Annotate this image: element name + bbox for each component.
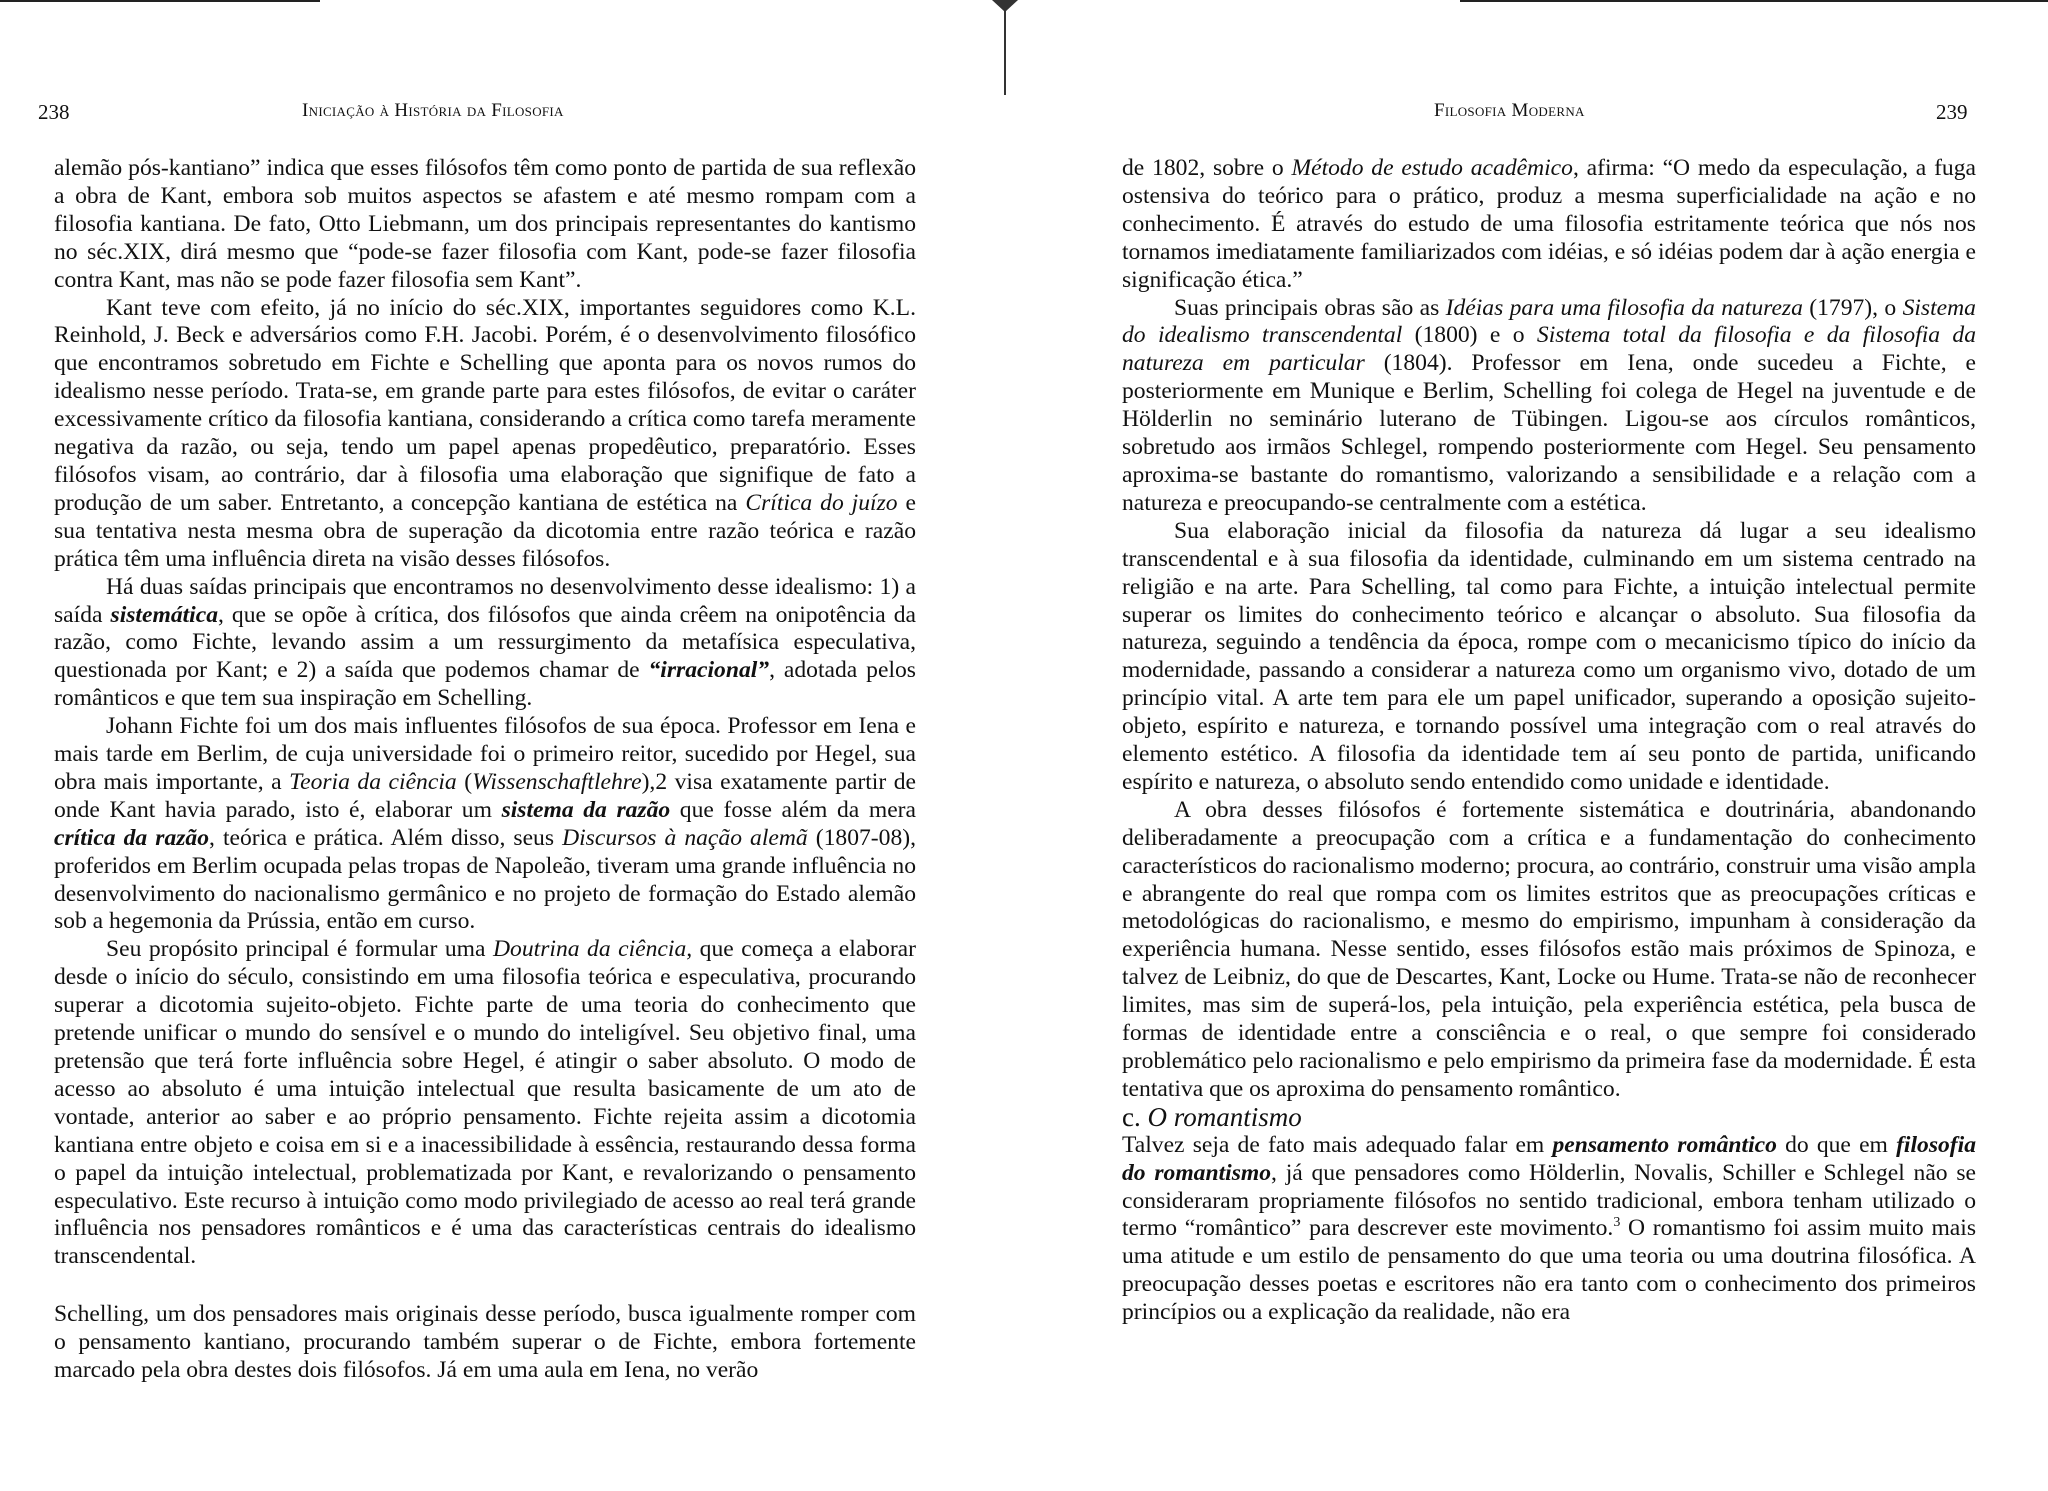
paragraph: Suas principais obras são as Idéias para uma filosofia da natureza (1797), o Sistema do idealismo transcendental (1800) e o Sistema total da filosofia e da filosofia da natureza em particular (1804). Professor em Iena, onde sucedeu a Fichte, e posteriormente em Munique e Berlim, Schelling foi colega de Hegel na juventude e de Hölderlin no seminário luterano de Tübingen. Ligou-se aos círculos românticos, sobretudo aos irmãos Schlegel, rompendo posteriormente com Hegel. Seu pensamento aproxima-se bastante do romantismo, valorizando a sensibilidade e a relação com a natureza e preocupando-se centralmente com a estética. — [1122, 294, 1977, 516]
paragraph: alemão pós-kantiano” indica que esses filósofos têm como ponto de partida de sua reflexão a obra de Kant, embora sob muitos aspectos se afastem e até mesmo rompam com a filosofia kantiana. De fato, Otto Liebmann, um dos principais representantes do kantismo no séc.XIX, dirá mesmo que “pode-se fazer filosofia com Kant, pode-se fazer filosofia contra Kant, mas não se pode fazer filosofia sem Kant”. — [54, 155, 916, 293]
body-text — [1122, 155, 1976, 1327]
body-text — [54, 155, 916, 1385]
paragraph: Talvez seja de fato mais adequado falar em pensamento romântico do que em filosofia do romantismo, já que pensadores como Hölderlin, Novalis, Schiller e Schlegel não se consideraram propriamente filósofos no sentido tradicional, embora tenham utilizado o termo “romântico” para descrever este movimento.$^3$ O romantismo foi assim muito mais uma atitude e um estilo de pensamento do que uma teoria ou uma doutrina filosófica. A preocupação desses poetas e escritores não era tanto com o conhecimento dos primeiros princípios ou a explicação da realidade, não era — [1122, 1131, 1977, 1326]
page-gutter — [1004, 0, 1006, 95]
paragraph: Seu propósito principal é formular uma Doutrina da ciência, que começa a elaborar desde o início do século, consistindo em uma filosofia teórica e especulativa, procurando superar a dicotomia sujeito-objeto. Fichte parte de uma teoria do conhecimento que pretende unificar o mundo do sensível e o mundo do inteligível. Seu objetivo final, uma pretensão que terá forte influência sobre Hegel, é atingir o saber absoluto. O modo de acesso ao absoluto é uma intuição intelectual que resulta basicamente de um ato de vontade, anterior ao saber e ao próprio pensamento. Fichte rejeita assim a dicotomia kantiana entre objeto e coisa em si e a inacessibilidade à essência, restaurando dessa forma o papel da intuição intelectual, problematizada por Kant, e revalorizando o pensamento especulativo. Este recurso à intuição como modo privilegiado de acesso ao real terá grande influência nos pensadores românticos e é uma das características centrais do idealismo transcendental. — [54, 936, 916, 1270]
paragraph: Johann Fichte foi um dos mais influentes filósofos de sua época. Professor em Iena e mais tarde em Berlim, de cuja universidade foi o primeiro reitor, sucedido por Hegel, sua obra mais importante, a Teoria da ciência (Wissenschaftlehre),2 visa exatamente partir de onde Kant havia parado, isto é, elaborar um sistema da razão que fosse além da mera crítica da razão, teórica e prática. Além disso, seus Discursos à nação alemã (1807-08), proferidos em Berlim ocupada pelas tropas de Napoleão, tiveram uma grande influência no desenvolvimento do nacionalismo germânico e no projeto de formação do Estado alemão sob a hegemonia da Prússia, então em curso. — [54, 713, 917, 935]
paragraph: Kant teve com efeito, já no início do séc.XIX, importantes seguidores como K.L. Reinhold, J. Beck e adversários como F.H. Jacobi. Porém, é o desenvolvimento filosófico que encontramos sobretudo em Fichte e Schelling que aponta para os novos rumos do idealismo nesse período. Trata-se, em grande parte para estes filósofos, de evitar o caráter excessivamente crítico da filosofia kantiana, considerando a crítica como tarefa meramente negativa da razão, ou seja, tendo um papel apenas propedêutico, preparatório. Esses filósofos visam, ao contrário, dar à filosofia uma elaboração que signifique de fato a produção de um saber. Entretanto, a concepção kantiana de estética na Crítica do juízo e sua tentativa nesta mesma obra de superação da dicotomia entre razão teórica e razão prática têm uma influência direta na visão desses filósofos. — [54, 294, 916, 572]
section-title: O romantismo — [1147, 1101, 1302, 1132]
running-head: Iniciação à História da Filosofia — [302, 100, 564, 121]
paragraph: Há duas saídas principais que encontramos no desenvolvimento desse idealismo: 1) a saída sistemática, que se opõe à crítica, dos filósofos que ainda crêem na onipotência da razão, como Fichte, levando assim a um ressurgimento da metafísica especulativa, questionada por Kant; e 2) a saída que podemos chamar de “irracional”, adotada pelos românticos e que tem sua inspiração em Schelling. — [54, 573, 916, 712]
page-number: 239 — [1936, 100, 1968, 124]
paragraph: de 1802, sobre o Método de estudo acadêmico, afirma: “O medo da especulação, a fuga ostensiva do teórico para o prático, produz a mesma superficialidade na ação e no conhecimento. É através do estudo de uma filosofia estritamente teórica que nós nos tornamos imediatamente familiarizados com idéias, e só idéias podem dar à ação energia e significação ética.” — [1122, 155, 1976, 293]
section-letter: c. — [1122, 1101, 1141, 1132]
section-heading — [1122, 1101, 1976, 1132]
paragraph: Sua elaboração inicial da filosofia da natureza dá lugar a seu idealismo transcendental e à sua filosofia da identidade, culminando em um sistema centrado na religião e na arte. Para Schelling, tal como para Fichte, a intuição intelectual permite superar os limites do conhecimento teórico e alcançar o absoluto. Sua filosofia da natureza, seguindo a tendência da época, rompe com o mecanicismo típico do início da modernidade, passando a considerar a natureza como um organismo vivo, dotado de um princípio vital. A arte tem para ele um papel unificador, superando a oposição sujeito-objeto, espírito e natureza, e tornando possível uma integração com o real através do elemento estético. A filosofia da identidade tem aí seu ponto de partida, unificando espírito e natureza, o absoluto sendo entendido como unidade e identidade. — [1122, 517, 1976, 795]
page-238 — [0, 0, 1000, 1491]
running-head: Filosofia Moderna — [1434, 100, 1585, 121]
paragraph: Schelling, um dos pensadores mais originais desse período, busca igualmente romper com o pensamento kantiano, procurando também superar o de Fichte, embora fortemente marcado pela obra destes dois filósofos. Já em uma aula em Iena, no verão — [54, 1301, 916, 1384]
paragraph: A obra desses filósofos é fortemente sistemática e doutrinária, abandonando deliberadamente a preocupação com a crítica e a fundamentação do conhecimento característicos do racionalismo moderno; procura, ao contrário, construir uma visão ampla e abrangente do real que rompa com os limites estritos que as preocupações críticas e metodológicas do racionalismo, e mesmo do empirismo, impunham à consideração da experiência humana. Nesse sentido, esses filósofos estão mais próximos de Spinoza, e talvez de Leibniz, do que de Descartes, Kant, Locke ou Hume. Trata-se não de reconhecer limites, mas sim de superá-los, pela intuição, pela experiência estética, pela busca de formas de identidade entre a consciência e o real, o que sempre foi considerado problemático pelo racionalismo e pelo empirismo da primeira fase da modernidade. É esta tentativa que os aproxima do pensamento romântico. — [1122, 796, 1976, 1102]
page-239 — [1010, 0, 2048, 1491]
page-number: 238 — [38, 100, 70, 124]
